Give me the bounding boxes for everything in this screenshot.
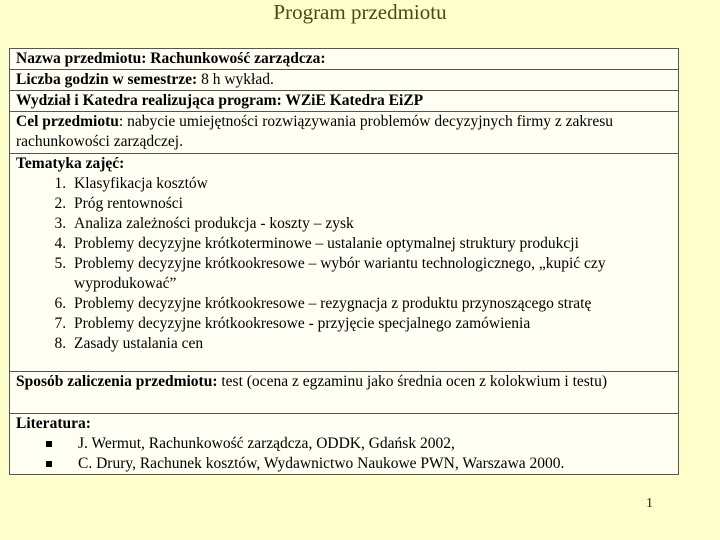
literature-item: C. Drury, Rachunek kosztów, Wydawnictwo Naukowe PWN, Warszawa 2000. (78, 455, 565, 472)
row-hours (10, 70, 678, 91)
goal-label: Cel przedmiotu (16, 113, 119, 130)
list-item: 8. Zasady ustalania cen (70, 334, 672, 354)
literature-label: Literatura: (16, 415, 91, 432)
bullet-icon (46, 441, 52, 447)
syllabus-table (9, 48, 679, 475)
department-label: Wydział i Katedra realizująca program: WZiE Katedra EiZP (16, 92, 424, 109)
row-literature (10, 414, 678, 474)
list-item (70, 454, 672, 474)
grading-label: Sposób zaliczenia przedmiotu: (16, 373, 218, 390)
list-item: 3. Analiza zależności produkcja - koszty – zysk (70, 214, 672, 234)
page-title: Program przedmiotu (273, 0, 447, 24)
goal-value: : nabycie umiejętności rozwiązywania problemów decyzyjnych firmy z zakresu rachunkowości zarządczej. (16, 113, 613, 150)
row-goal (10, 112, 678, 154)
topics-label: Tematyka zajęć: (16, 155, 125, 172)
row-grading (10, 372, 678, 414)
list-item: 6. Problemy decyzyjne krótkookresowe – rezygnacja z produktu przynoszącego stratę (70, 294, 672, 314)
bullet-icon (46, 461, 52, 467)
list-item: 7. Problemy decyzyjne krótkookresowe - przyjęcie specjalnego zamówienia (70, 314, 672, 334)
list-item: 5. Problemy decyzyjne krótkookresowe – wybór wariantu technologicznego, „kupić czy wyprodukować” (70, 254, 672, 294)
literature-list (16, 434, 672, 474)
hours-value: 8 h wykład. (197, 71, 274, 88)
page-number: 1 (646, 496, 653, 511)
row-subject (10, 49, 678, 70)
list-item (70, 434, 672, 454)
hours-label: Liczba godzin w semestrze: (16, 71, 198, 88)
list-item: 4. Problemy decyzyjne krótkoterminowe – ustalanie optymalnej struktury produkcji (70, 234, 672, 254)
topics-list (16, 174, 672, 354)
literature-item: J. Wermut, Rachunkowość zarządcza, ODDK, Gdańsk 2002, (78, 435, 455, 452)
subject-label: Nazwa przedmiotu: Rachunkowość zarządcza: (16, 50, 326, 67)
list-item: 2. Próg rentowności (70, 194, 672, 214)
list-item: 1. Klasyfikacja kosztów (70, 174, 672, 194)
row-department (10, 91, 678, 112)
grading-value: test (ocena z egzaminu jako średnia ocen z kolokwium i testu) (217, 373, 608, 390)
row-topics (10, 154, 678, 372)
